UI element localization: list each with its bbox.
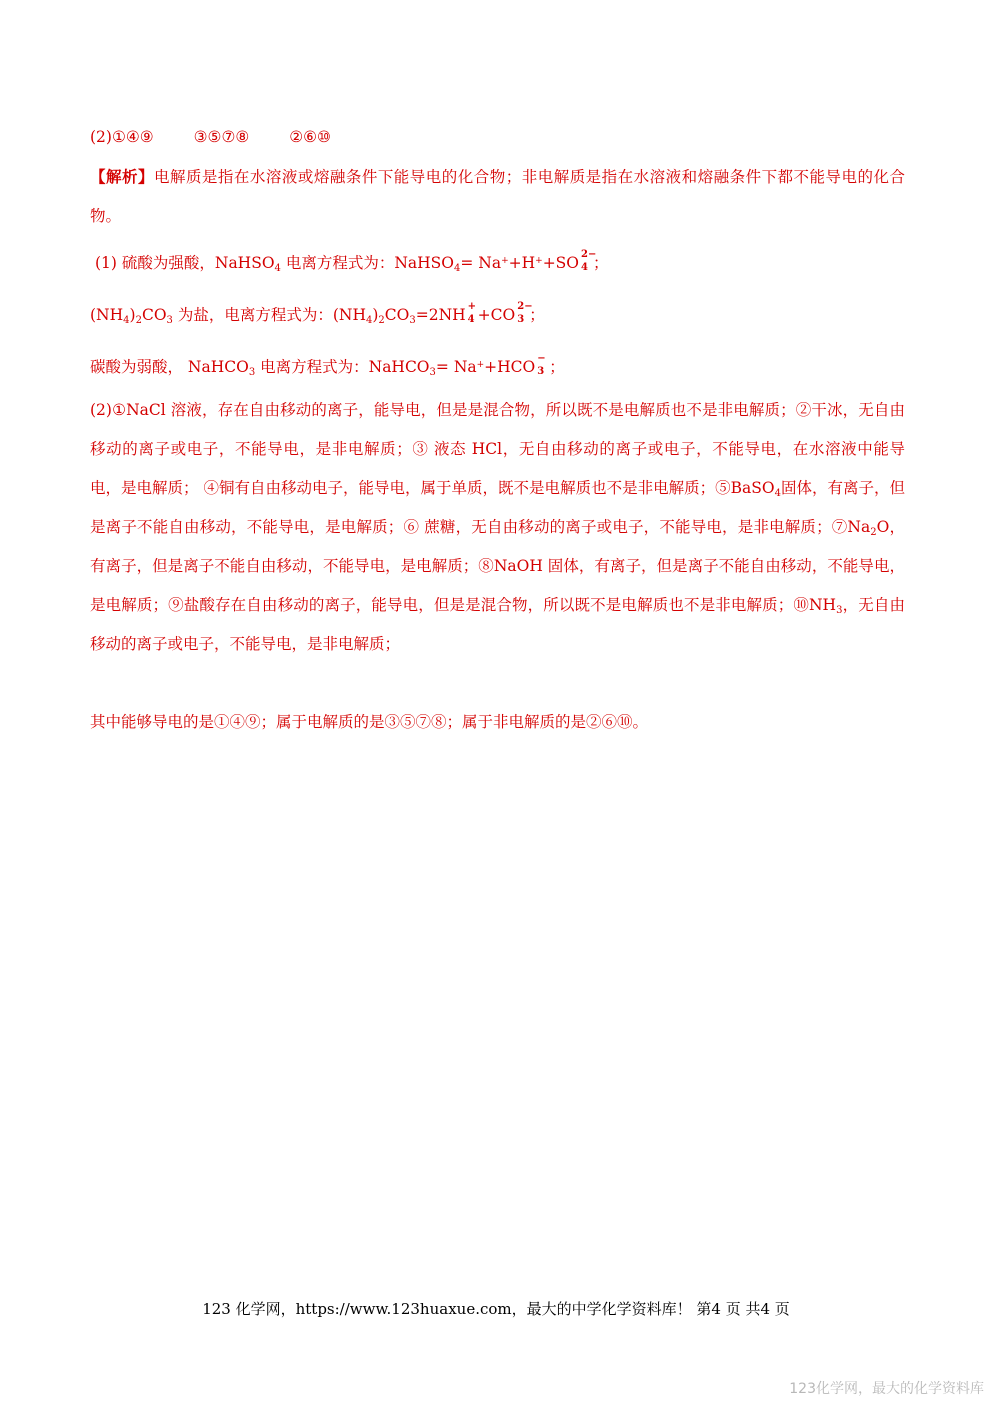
- eq2-text-e: ): [372, 306, 379, 324]
- eq2-text-g: =2NH: [415, 306, 466, 324]
- answer-line: [90, 127, 910, 147]
- analysis-intro: [90, 157, 905, 236]
- eq2-end: ；: [529, 306, 545, 324]
- part2-sub-2: 2: [870, 527, 877, 538]
- eq3-end: ；: [549, 358, 565, 376]
- analysis-intro-text: 电解质是指在水溶液或熔融条件下能导电的化合物；非电解质是指在水溶液和熔融条件下都不能导电的化合物。: [90, 168, 905, 225]
- eq2-sub-c: 3: [166, 315, 173, 326]
- eq3-text-d: +HCO: [484, 358, 536, 376]
- eq3-sub-b: 3: [429, 367, 436, 378]
- carbonate-ion-charge: [515, 301, 533, 325]
- bicarbonate-ion-charge: [535, 353, 547, 377]
- sulfate-ion-charge: [579, 249, 597, 273]
- eq3-ion-top: −: [537, 353, 546, 364]
- analysis-tag: 【解析】: [90, 167, 154, 186]
- watermark: 123化学网，最大的化学资料库: [789, 1381, 984, 1397]
- eq1-text-c: = Na: [460, 254, 502, 272]
- eq3-ion-bot: 3: [537, 366, 545, 377]
- eq1-text-a: (1) 硫酸为强酸，NaHSO: [95, 254, 275, 272]
- eq2-ion1-top: +: [467, 301, 477, 312]
- eq1-sup-2: +: [535, 256, 543, 266]
- part2-sub-1: 4: [774, 488, 781, 499]
- eq2-sub-f: 3: [409, 315, 416, 326]
- equation-2: [90, 301, 910, 326]
- eq2-sub-a: 4: [123, 315, 130, 326]
- eq1-text-e: +SO: [542, 254, 580, 272]
- eq2-sub-e: 2: [378, 315, 385, 326]
- answer-group-2: ③⑤⑦⑧: [193, 128, 250, 146]
- part2-explanation: [90, 391, 905, 664]
- part2-sub-3: 3: [836, 605, 843, 616]
- eq3-sub-a: 3: [248, 367, 256, 378]
- answer-group-3: ②⑥⑩: [289, 128, 331, 146]
- equation-1: [95, 249, 915, 274]
- eq2-text-c: CO: [141, 306, 167, 324]
- eq2-sub-b: 2: [135, 315, 142, 326]
- eq1-ion-bot: 4: [581, 262, 588, 273]
- ammonium-ion-charge: [466, 301, 478, 325]
- part2-text-2: 固体，有离子，但是离子不能自由移动，不能导电，是电解质；⑥ 蔗糖，无自由移动的离子或电子，不能导电，是非电解质；⑦Na: [90, 479, 905, 536]
- eq2-text-d: 为盐，电离方程式为：(NH: [172, 306, 366, 324]
- eq1-text-d: +H: [508, 254, 536, 272]
- eq3-text-b: 电离方程式为：NaHCO: [255, 358, 430, 376]
- eq2-text-h: +CO: [477, 306, 516, 324]
- answer-group-1: (2)①④⑨: [90, 128, 154, 146]
- eq1-end: ；: [593, 254, 609, 272]
- equation-3: [90, 353, 910, 378]
- eq1-sub-b: 4: [453, 263, 461, 274]
- eq2-text-f: CO: [384, 306, 410, 324]
- eq2-text-a: (NH: [90, 306, 124, 324]
- eq2-sub-d: 4: [365, 315, 373, 326]
- conclusion: 其中能够导电的是①④⑨；属于电解质的是③⑤⑦⑧；属于非电解质的是②⑥⑩。: [90, 713, 649, 731]
- part2-text-1: (2)①NaCl 溶液，存在自由移动的离子，能导电，但是是混合物，所以既不是电解质也不是非电解质；②干冰，无自由移动的离子或电子，不能导电，是非电解质；③ 液态 HCl，无自由移动的离子或电子，不能导电，在水溶液中能导电，是电解质； ④铜有自由移动电子，能导电，属于单质，既不是电解质也不是非电解质；⑤BaSO: [90, 401, 905, 497]
- eq3-text-a: 碳酸为弱酸， NaHCO: [90, 358, 249, 376]
- eq3-sup: +: [476, 360, 485, 370]
- eq1-sup-1: +: [501, 256, 509, 266]
- eq2-ion1-bot: 4: [467, 314, 475, 325]
- eq3-text-c: = Na: [435, 358, 477, 376]
- eq1-sub-a: 4: [274, 263, 281, 274]
- part2-text-3: O，有离子，但是离子不能自由移动，不能导电，是电解质；⑧NaOH 固体，有离子，但是离子不能自由移动，不能导电，是电解质；⑨盐酸存在自由移动的离子，能导电，但是是混合物，所以既不是电解质也不是非电解质；⑩NH: [90, 518, 905, 614]
- eq1-text-b: 电离方程式为：NaHSO: [280, 254, 454, 272]
- page-footer: 123 化学网，https://www.123huaxue.com，最大的中学化学资料库！ 第4 页 共4 页: [202, 1300, 790, 1318]
- eq2-ion2-top: 2−: [517, 301, 533, 312]
- eq2-text-b: ): [129, 306, 136, 324]
- eq1-ion-top: 2−: [581, 249, 597, 260]
- part2-text-4: ，无自由移动的离子或电子，不能导电，是非电解质；: [90, 596, 905, 653]
- eq2-ion2-bot: 3: [517, 314, 525, 325]
